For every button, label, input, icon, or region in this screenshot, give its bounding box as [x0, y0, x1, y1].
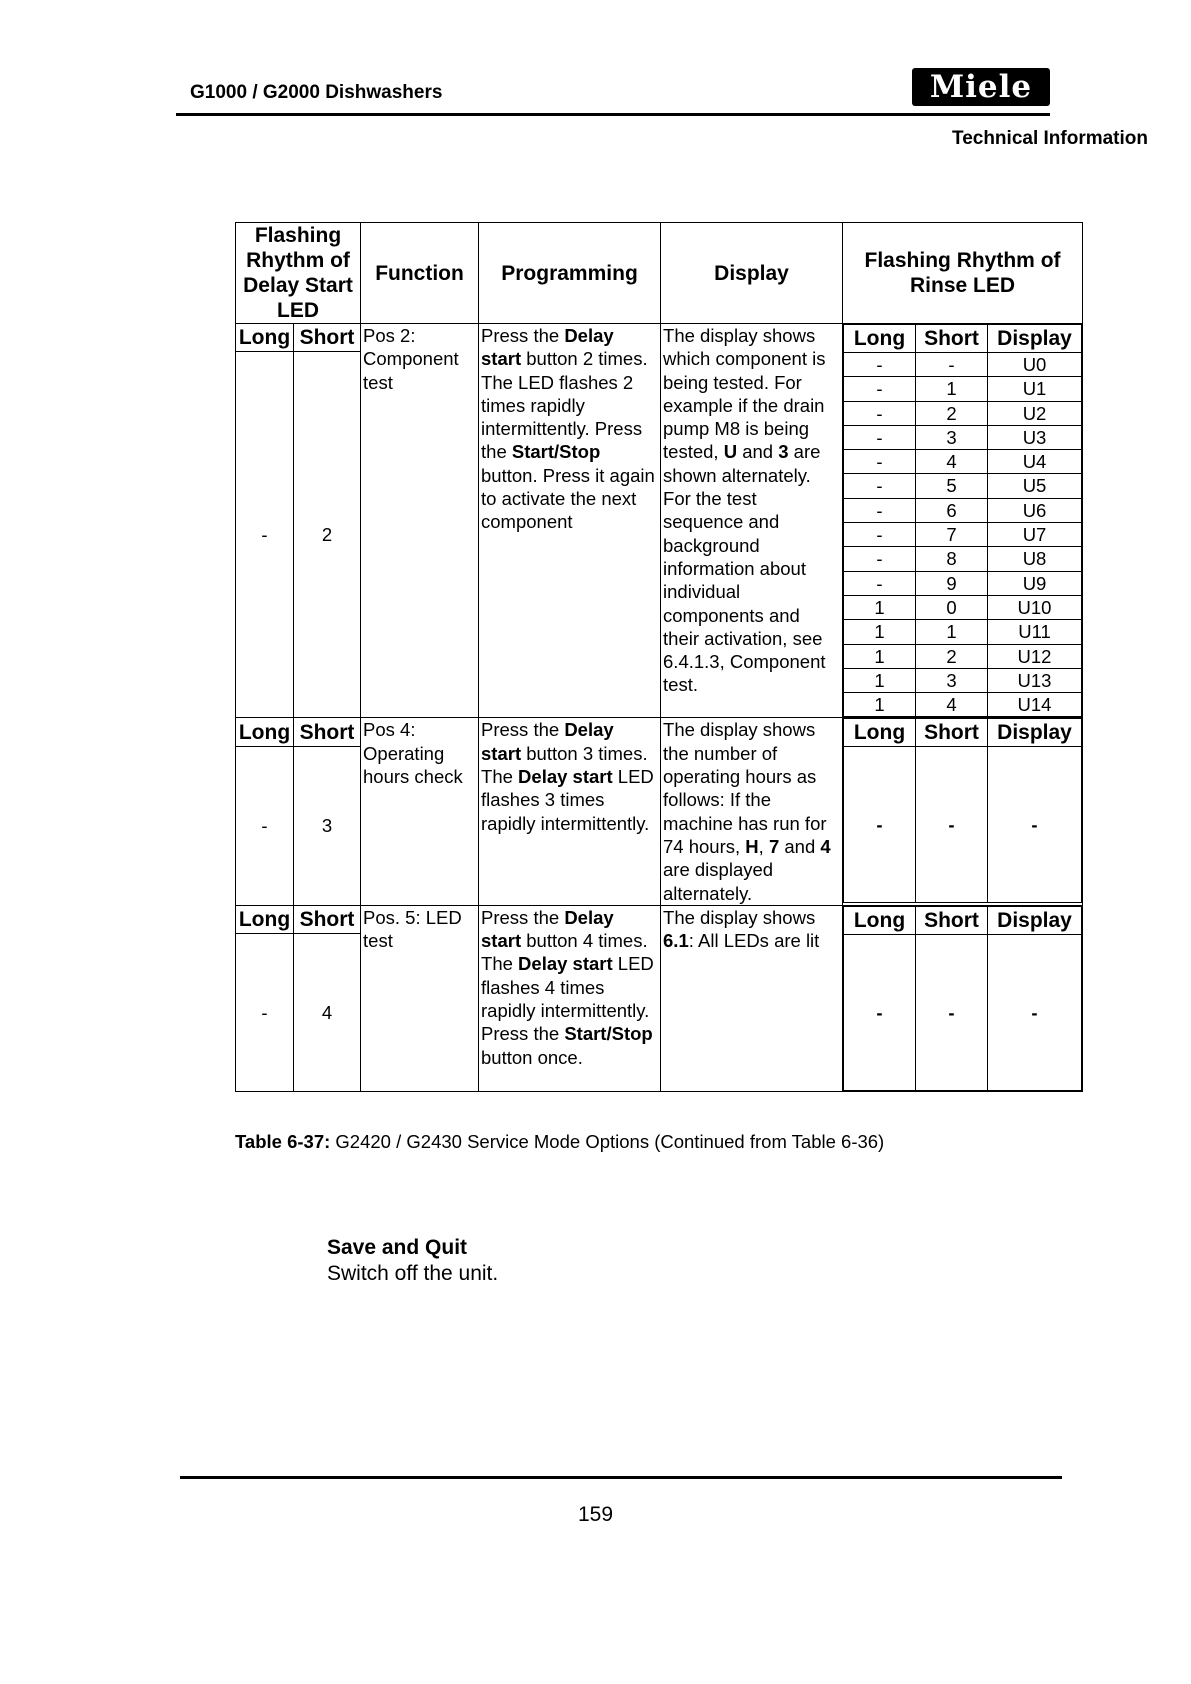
rinse-row [844, 474, 1082, 498]
rinse-display: U3 [988, 425, 1082, 449]
rinse-row [844, 693, 1082, 717]
long-value: - [236, 352, 294, 718]
rinse-sub-short: Short [916, 906, 988, 934]
function-cell: Pos 2: Component test [361, 324, 479, 718]
text-run: The display shows which component is being tested. For example if the drain pump M8 is being tested, [663, 325, 826, 463]
sub-short: Short [294, 905, 361, 933]
bold-text: U [723, 441, 738, 463]
text-run: button. Press it again to activate the next component [481, 464, 655, 533]
rinse-row [844, 668, 1082, 692]
rinse-short: 1 [916, 620, 988, 644]
text-run: button 3 times. The [481, 742, 648, 788]
rinse-row [844, 571, 1082, 595]
logo-text: Miele [929, 69, 1033, 105]
rinse-display: U2 [988, 401, 1082, 425]
rinse-row [844, 450, 1082, 474]
text-run: The display shows the number of operating hours as follows: If the machine has run for 74 hours, [663, 719, 827, 857]
table-caption [235, 1131, 884, 1153]
programming-cell [479, 324, 661, 718]
rinse-long: - [844, 353, 916, 377]
rinse-short: 2 [916, 401, 988, 425]
rinse-long: 1 [844, 644, 916, 668]
long-value: - [236, 746, 294, 905]
header-delay-led: Flashing Rhythm of Delay Start LED [236, 223, 361, 324]
rinse-display: U8 [988, 547, 1082, 571]
rinse-short: 4 [916, 450, 988, 474]
rinse-row [844, 620, 1082, 644]
text-run: , [758, 835, 769, 857]
rinse-table [843, 324, 1082, 717]
rinse-long: - [844, 425, 916, 449]
service-mode-table [235, 222, 1083, 1092]
header-programming: Programming [479, 223, 661, 324]
text-run: The display shows [663, 906, 816, 928]
document-title: G1000 / G2000 Dishwashers [190, 82, 443, 103]
rinse-display: U11 [988, 620, 1082, 644]
rinse-sub-short: Short [916, 325, 988, 353]
text-run: : All LEDs are lit [688, 930, 820, 952]
rinse-sub-long: Long [844, 719, 916, 747]
miele-logo [912, 68, 1050, 106]
text-run: and [737, 441, 779, 463]
rinse-long: - [844, 571, 916, 595]
rinse-row [844, 644, 1082, 668]
header-display: Display [661, 223, 843, 324]
rinse-sub-display: Display [988, 906, 1082, 934]
text-run: LED flashes 4 times rapidly intermittently. Press the [481, 953, 654, 1045]
text-run: button 4 times. The [481, 930, 648, 975]
rinse-short: - [916, 934, 988, 1090]
bold-text: 3 [778, 441, 789, 463]
text-run: button once. [481, 1046, 583, 1068]
rinse-sub-display: Display [988, 325, 1082, 353]
rinse-short: 3 [916, 425, 988, 449]
text-run: are shown alternately. For the test sequence and background information about individual components and their activation, see 6.4.1.3, Component test. [663, 441, 826, 696]
rinse-cell [843, 324, 1083, 718]
sub-long: Long [236, 324, 294, 352]
rinse-rows [844, 353, 1082, 717]
text-run: and [779, 835, 821, 857]
rinse-short: 5 [916, 474, 988, 498]
rinse-display: - [988, 934, 1082, 1090]
rinse-long: - [844, 474, 916, 498]
text-run: Press the [481, 906, 565, 928]
bold-text: Start/Stop [564, 1023, 653, 1045]
save-quit-text: Switch off the unit. [327, 1262, 499, 1285]
function-cell: Pos 4: Operating hours check [361, 718, 479, 905]
bold-text: 6.1 [663, 930, 689, 952]
rinse-short: 3 [916, 668, 988, 692]
sub-short: Short [294, 718, 361, 747]
sub-short: Short [294, 324, 361, 352]
rinse-row [844, 377, 1082, 401]
text-run: LED flashes 3 times rapidly intermittently. [481, 766, 654, 834]
rinse-display: U13 [988, 668, 1082, 692]
rinse-short: 4 [916, 693, 988, 717]
rinse-row [844, 425, 1082, 449]
footer-rule [180, 1476, 1062, 1479]
display-cell [661, 718, 843, 905]
rinse-short: 0 [916, 595, 988, 619]
long-value: - [236, 934, 294, 1092]
rinse-display: U5 [988, 474, 1082, 498]
bold-text: Start/Stop [511, 441, 601, 463]
text-run: are displayed alternately. [663, 859, 774, 904]
programming-cell [479, 905, 661, 1091]
sub-long: Long [236, 905, 294, 933]
display-cell [661, 324, 843, 718]
rinse-row [844, 595, 1082, 619]
rinse-long: 1 [844, 668, 916, 692]
rinse-row [844, 547, 1082, 571]
rinse-row [844, 523, 1082, 547]
programming-cell [479, 718, 661, 905]
rinse-display: U10 [988, 595, 1082, 619]
rinse-short: 2 [916, 644, 988, 668]
rinse-long: 1 [844, 595, 916, 619]
rinse-sub-long: Long [844, 906, 916, 934]
rinse-sub-long: Long [844, 325, 916, 353]
bold-text: 4 [820, 835, 831, 857]
bold-text: 7 [768, 835, 780, 857]
rinse-display: U4 [988, 450, 1082, 474]
text-run: Press the [481, 325, 565, 346]
section-label: Technical Information [952, 128, 1149, 149]
caption-text: G2420 / G2430 Service Mode Options (Continued from Table 6-36) [330, 1131, 885, 1152]
bold-text: Delay start [481, 719, 614, 764]
rinse-long: - [844, 523, 916, 547]
text-run: Press the [481, 719, 565, 741]
short-value: 4 [294, 934, 361, 1092]
rinse-long: - [844, 934, 916, 1090]
rinse-short: 7 [916, 523, 988, 547]
rinse-display: U0 [988, 353, 1082, 377]
rinse-long: - [844, 498, 916, 522]
bold-text: Delay start [481, 906, 614, 952]
rinse-short: 6 [916, 498, 988, 522]
rinse-cell [843, 718, 1083, 905]
bold-text: Delay start [518, 953, 613, 975]
save-quit-heading: Save and Quit [327, 1236, 468, 1259]
rinse-display: U14 [988, 693, 1082, 717]
rinse-long: - [844, 747, 916, 903]
options-table [235, 222, 1083, 1092]
rinse-table [843, 906, 1082, 1091]
bold-text: Delay start [481, 325, 614, 370]
rinse-short: 9 [916, 571, 988, 595]
rinse-display: - [988, 747, 1082, 903]
rinse-row [844, 353, 1082, 377]
short-value: 3 [294, 746, 361, 905]
display-cell [661, 905, 843, 1091]
header-rinse-led: Flashing Rhythm of Rinse LED [843, 223, 1083, 324]
rinse-display: U6 [988, 498, 1082, 522]
rinse-display: U1 [988, 377, 1082, 401]
caption-label: Table 6-37: [235, 1131, 331, 1152]
function-cell: Pos. 5: LED test [361, 905, 479, 1091]
text-run: button 2 times. The LED flashes 2 times rapidly intermittently. Press the [481, 348, 648, 463]
short-value: 2 [294, 352, 361, 718]
rinse-table [843, 718, 1082, 903]
rinse-row [844, 498, 1082, 522]
bold-text: H [745, 835, 759, 857]
rinse-display: U7 [988, 523, 1082, 547]
bold-text: Delay start [518, 766, 613, 788]
header-rule [176, 113, 1050, 116]
rinse-long: - [844, 450, 916, 474]
rinse-long: 1 [844, 693, 916, 717]
rinse-long: - [844, 547, 916, 571]
rinse-sub-short: Short [916, 719, 988, 747]
header-function: Function [361, 223, 479, 324]
rinse-long: 1 [844, 620, 916, 644]
rinse-short: - [916, 353, 988, 377]
rinse-short: - [916, 747, 988, 903]
rinse-cell [843, 905, 1083, 1091]
rinse-sub-display: Display [988, 719, 1082, 747]
rinse-short: 8 [916, 547, 988, 571]
rinse-long: - [844, 401, 916, 425]
sub-long: Long [236, 718, 294, 747]
page-number: 159 [577, 1503, 614, 1526]
rinse-display: U9 [988, 571, 1082, 595]
rinse-long: - [844, 377, 916, 401]
rinse-display: U12 [988, 644, 1082, 668]
rinse-short: 1 [916, 377, 988, 401]
rinse-row [844, 401, 1082, 425]
